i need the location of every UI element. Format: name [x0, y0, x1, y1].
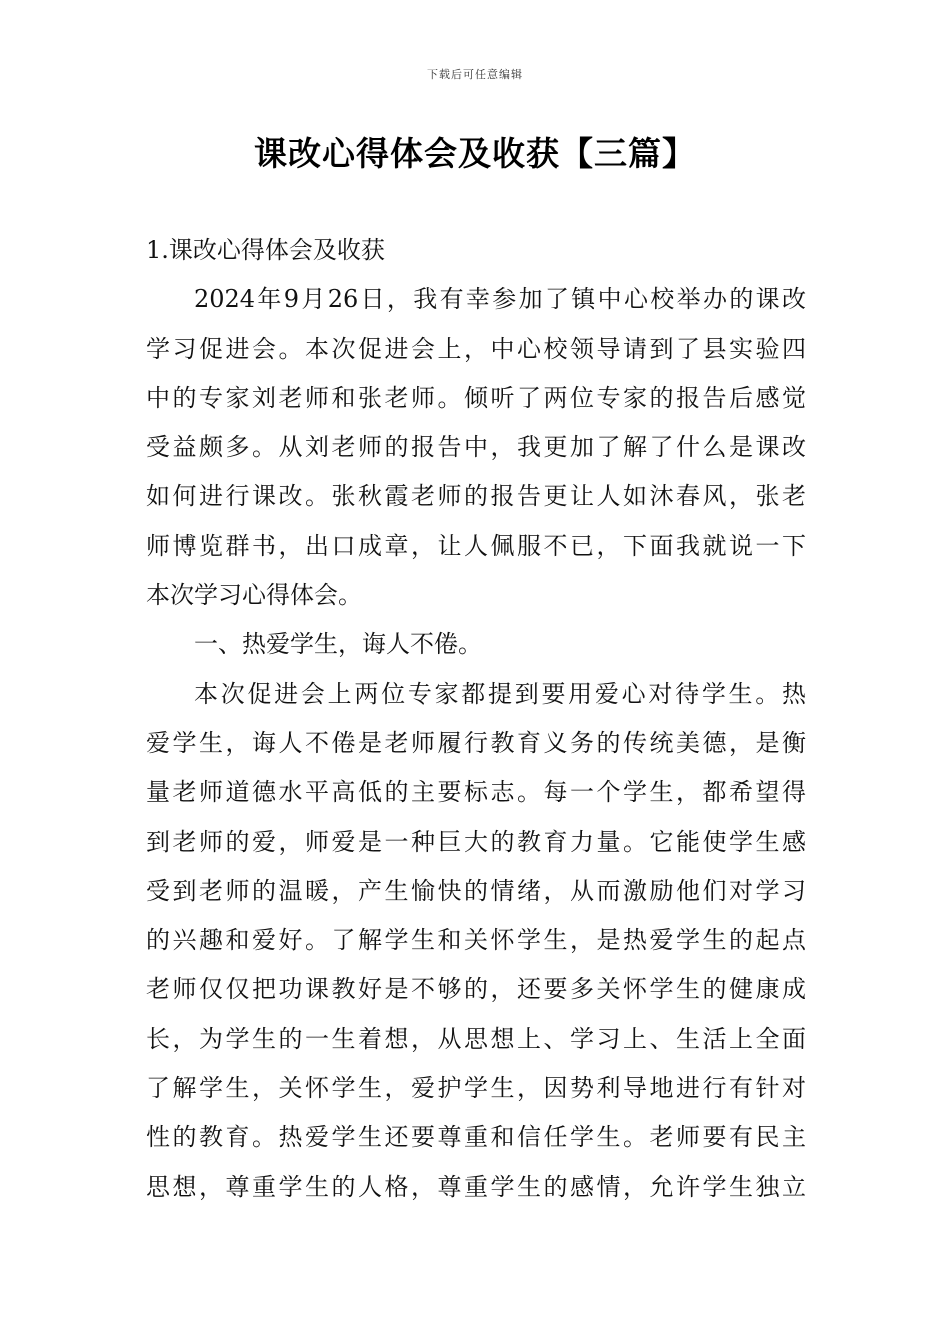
paragraph-point-one: [146, 620, 806, 669]
paragraph-line: 受到老师的温暖，产生愉快的情绪，从而激励他们对学习: [146, 876, 806, 905]
paragraph-line: 到老师的爱，师爱是一种巨大的教育力量。它能使学生感: [146, 827, 806, 856]
document-body: [146, 226, 806, 1212]
paragraph-line: 师博览群书，出口成章，让人佩服不已，下面我就说一下: [146, 531, 806, 560]
subheading-point-one: 一、热爱学生，诲人不倦。: [194, 630, 482, 659]
paragraph-point-one-body: [146, 670, 806, 1212]
paragraph-line: 性的教育。热爱学生还要尊重和信任学生。老师要有民主: [146, 1123, 806, 1152]
paragraph-line: 如何进行课改。张秋霞老师的报告更让人如沐春风，张老: [146, 482, 806, 511]
paragraph-line: 本次学习心得体会。: [146, 581, 362, 610]
paragraph-line: 的兴趣和爱好。了解学生和关怀学生，是热爱学生的起点: [146, 926, 806, 955]
paragraph-line: 本次促进会上两位专家都提到要用爱心对待学生。热: [194, 679, 806, 708]
paragraph-line: 学习促进会。本次促进会上，中心校领导请到了县实验四: [146, 334, 806, 363]
paragraph-line: 思想，尊重学生的人格，尊重学生的感情，允许学生独立: [146, 1172, 806, 1201]
paragraph-line: 长，为学生的一生着想，从思想上、学习上、生活上全面: [146, 1024, 806, 1053]
paragraph-line: 老师仅仅把功课教好是不够的，还要多关怀学生的健康成: [146, 975, 806, 1004]
paragraph-line: 爱学生，诲人不倦是老师履行教育义务的传统美德，是衡: [146, 728, 806, 757]
paragraph-intro: [146, 275, 806, 620]
paragraph-line: 2024年9月26日，我有幸参加了镇中心校举办的课改: [194, 285, 806, 314]
paragraph-line: 量老师道德水平高低的主要标志。每一个学生，都希望得: [146, 778, 806, 807]
document-title: 课改心得体会及收获【三篇】: [254, 134, 696, 173]
paragraph-line: 受益颇多。从刘老师的报告中，我更加了解了什么是课改: [146, 433, 806, 462]
paragraph-line: 中的专家刘老师和张老师。倾听了两位专家的报告后感觉: [146, 383, 806, 412]
section-heading: 1.课改心得体会及收获: [146, 236, 385, 264]
paragraph-line: 了解学生，关怀学生，爱护学生，因势利导地进行有针对: [146, 1074, 806, 1103]
header-note: 下载后可任意编辑: [427, 68, 523, 81]
